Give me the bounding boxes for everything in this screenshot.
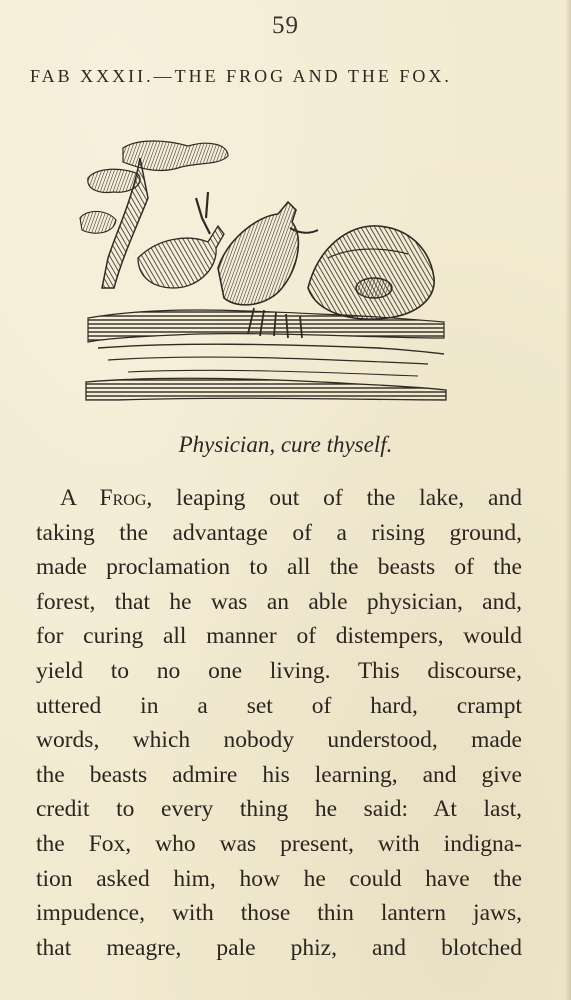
fable-text <box>36 481 522 965</box>
text-line: tion asked him, how he could have the <box>36 865 522 892</box>
page-edge-shadow <box>565 0 571 1000</box>
page-number: 59 <box>272 12 299 39</box>
woodcut-frog-and-fox-scene-icon <box>78 138 450 410</box>
text-line: for curing all manner of distempers, would <box>36 623 522 650</box>
text-line: made proclamation to all the beasts of the <box>36 554 522 581</box>
text-line: yield to no one living. This discourse, <box>36 657 522 684</box>
running-head: FAB XXXII.—THE FROG AND THE FOX. <box>30 66 452 86</box>
text-line: impudence, with those thin lantern jaws, <box>36 900 522 927</box>
text-line: credit to every thing he said: At last, <box>36 796 522 823</box>
text-line: the beasts admire his learning, and give <box>36 761 522 788</box>
text-line: that meagre, pale phiz, and blotched <box>36 934 522 961</box>
text-line-rest: leaping out of the lake, and <box>152 485 522 511</box>
opening-word: A Frog, <box>60 485 153 511</box>
text-line: taking the advantage of a rising ground, <box>36 519 522 546</box>
text-line <box>36 481 522 516</box>
text-line: uttered in a set of hard, crampt <box>36 692 522 719</box>
fable-moral: Physician, cure thyself. <box>178 432 393 457</box>
text-line: forest, that he was an able physician, and, <box>36 588 522 615</box>
text-line: the Fox, who was present, with indigna- <box>36 830 522 857</box>
text-line: words, which nobody understood, made <box>36 727 522 754</box>
